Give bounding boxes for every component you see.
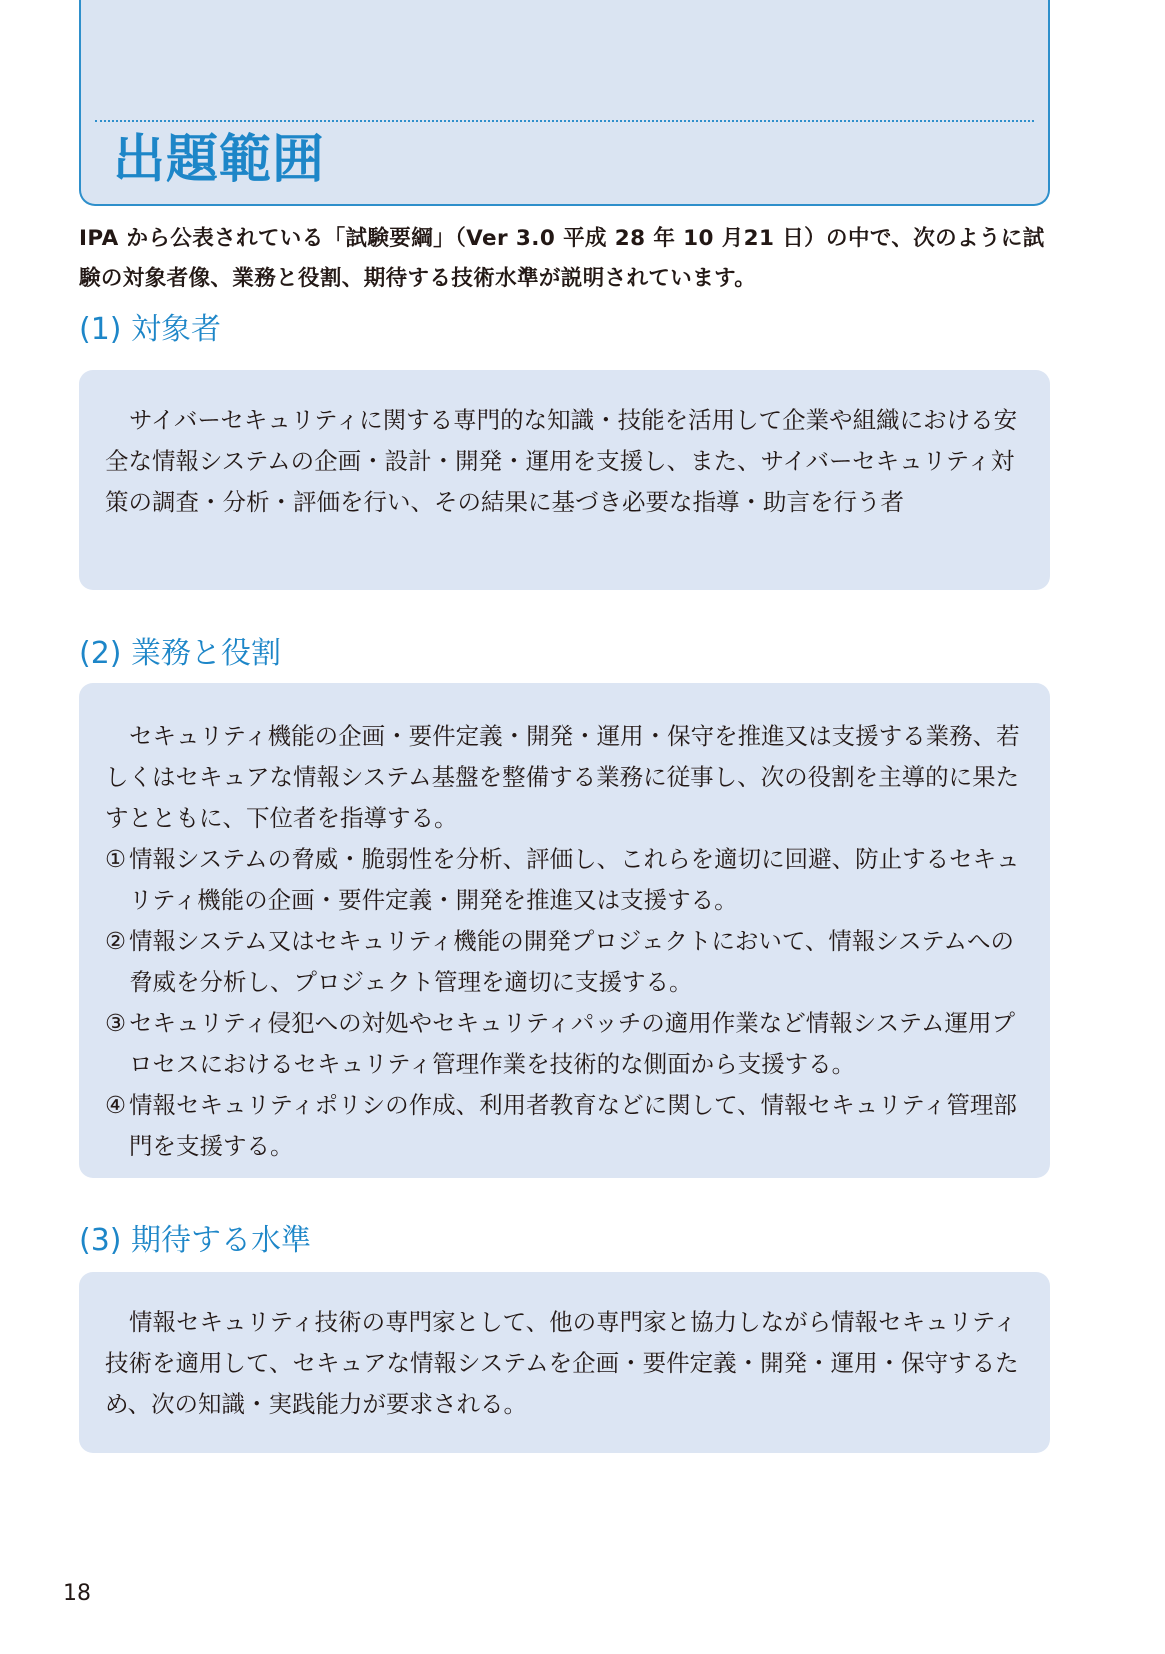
list-item	[105, 921, 1026, 1003]
intro-paragraph: IPA から公表されている「試験要綱」（Ver 3.0 平成 28 年 10 月21 日）の中で、次のように試験の対象者像、業務と役割、期待する技術水準が説明されています。	[79, 226, 1045, 291]
item-text: セキュリティ侵犯への対処やセキュリティパッチの適用作業など情報システム運用プロセスにおけるセキュリティ管理作業を技術的な側面から支援する。	[129, 1009, 1015, 1078]
item-number: ③	[105, 1009, 127, 1037]
item-number: ①	[105, 845, 127, 873]
list-item	[105, 839, 1026, 921]
item-number: ④	[105, 1091, 127, 1119]
section-heading-target: (1) 対象者	[79, 312, 222, 347]
section-box-level	[79, 1272, 1050, 1453]
section-heading-level: (3) 期待する水準	[79, 1223, 312, 1258]
section-paragraph: 情報セキュリティ技術の専門家として、他の専門家と協力しながら情報セキュリティ技術を適用して、セキュアな情報システムを企画・要件定義・開発・運用・保守するため、次の知識・実践能力が要求される。	[105, 1308, 1019, 1418]
item-text: 情報システム又はセキュリティ機能の開発プロジェクトにおいて、情報システムへの脅威を分析し、プロジェクト管理を適切に支援する。	[129, 927, 1015, 996]
item-number: ②	[105, 927, 127, 955]
chapter-header-box	[79, 0, 1050, 206]
section-paragraph: セキュリティ機能の企画・要件定義・開発・運用・保守を推進又は支援する業務、若しくはセキュアな情報システム基盤を整備する業務に従事し、次の役割を主導的に果たすとともに、下位者を指導する。	[105, 722, 1020, 832]
item-text: 情報システムの脅威・脆弱性を分析、評価し、これらを適切に回避、防止するセキュリティ機能の企画・要件定義・開発を推進又は支援する。	[129, 845, 1020, 914]
section-paragraph: サイバーセキュリティに関する専門的な知識・技能を活用して企業や組織における安全な情報システムの企画・設計・開発・運用を支援し、また、サイバーセキュリティ対策の調査・分析・評価を行い、その結果に基づき必要な指導・助言を行う者	[105, 406, 1018, 516]
section-heading-roles: (2) 業務と役割	[79, 636, 282, 671]
section-box-target	[79, 370, 1050, 590]
page-title: 出題範囲	[113, 130, 326, 190]
page-number: 18	[63, 1581, 91, 1606]
list-item	[105, 1085, 1026, 1167]
item-text: 情報セキュリティポリシの作成、利用者教育などに関して、情報セキュリティ管理部門を支援する。	[129, 1091, 1017, 1160]
list-item	[105, 1003, 1026, 1085]
dotted-divider	[95, 120, 1034, 122]
section-box-roles	[79, 683, 1050, 1178]
